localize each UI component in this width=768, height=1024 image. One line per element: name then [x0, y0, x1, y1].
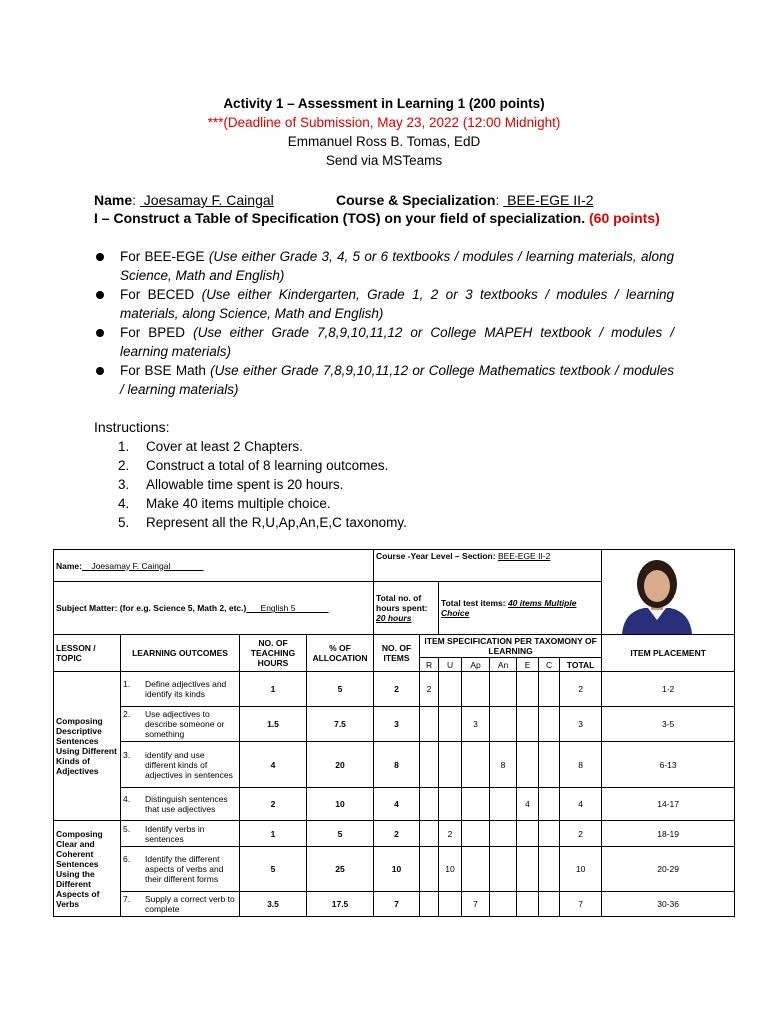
part-text: I – Construct a Table of Specification (TOS) on your field of specialization. — [94, 210, 586, 226]
table-row: 6. Identify the different aspects of verbs and their different forms 5 25 10 10 10 20-29 — [54, 847, 735, 892]
course-line: Course & Specialization: BEE-EGE II-2 — [336, 192, 594, 208]
outcomes-header: LEARNING OUTCOMES — [121, 635, 240, 672]
e-header: E — [517, 658, 539, 672]
instructions-list — [118, 437, 407, 532]
allocation-header: % OF ALLOCATION — [307, 635, 374, 672]
bullet-icon — [96, 367, 104, 375]
list-item: For BECED (Use either Kindergarten, Grade 1, 2 or 3 textbooks / modules / learning materials, along Science, Math and English) — [94, 285, 674, 323]
outcome-cell: 2. Use adjectives to describe someone or something — [121, 707, 240, 742]
course-label: Course & Specialization — [336, 192, 496, 208]
taxonomy-header: ITEM SPECIFICATION PER TAXOMONY OF LEARNING — [420, 635, 602, 658]
table-row: Composing Clear and Coherent Sentences Using the Different Aspects of Verbs 5. Identify verbs in sentences 1 5 2 2 2 18-19 — [54, 821, 735, 847]
topic-cell: Composing Descriptive Sentences Using Different Kinds of Adjectives — [54, 672, 121, 821]
outcome-cell: 5. Identify verbs in sentences — [121, 821, 240, 847]
topic-cell: Composing Clear and Coherent Sentences Using the Different Aspects of Verbs — [54, 821, 121, 917]
total-header: TOTAL — [560, 658, 602, 672]
outcome-cell: 3. identify and use different kinds of adjectives in sentences — [121, 742, 240, 788]
total-items-cell: Total test items: 40 items Multiple Choice — [439, 582, 602, 635]
list-item: 1. Cover at least 2 Chapters. — [118, 439, 303, 454]
part-heading — [94, 210, 660, 226]
bullet-icon — [96, 291, 104, 299]
tos-name-cell: Name: Joesamay F. Caingal — [54, 550, 374, 582]
student-name-line: Name: Joesamay F. Caingal — [94, 192, 274, 208]
table-row: 2. Use adjectives to describe someone or something 1.5 7.5 3 3 3 3-5 — [54, 707, 735, 742]
u-header: U — [439, 658, 462, 672]
name-label: Name — [94, 192, 133, 208]
list-item: For BPED (Use either Grade 7,8,9,10,11,12 or College MAPEH textbook / modules / learning materials) — [94, 323, 674, 361]
list-item: 4. Make 40 items multiple choice. — [118, 496, 331, 511]
table-row: 4. Distinguish sentences that use adjectives 2 10 4 4 4 14-17 — [54, 788, 735, 821]
instructor-name: Emmanuel Ross B. Tomas, EdD — [287, 134, 481, 149]
r-header: R — [420, 658, 439, 672]
table-row: Composing Descriptive Sentences Using Different Kinds of Adjectives 1. Define adjectives and identify its kinds 1 5 2 2 2 1-2 — [54, 672, 735, 707]
part-points: (60 points) — [589, 210, 660, 226]
list-item: For BSE Math (Use either Grade 7,8,9,10,11,12 or College Mathematics textbook / modules / learning materials) — [94, 361, 674, 399]
deadline-note: ***(Deadline of Submission, May 23, 2022 (12:00 Midnight) — [207, 115, 561, 130]
placement-header: ITEM PLACEMENT — [602, 635, 735, 672]
outcome-cell: 4. Distinguish sentences that use adjectives — [121, 788, 240, 821]
submission-method: Send via MSTeams — [325, 153, 443, 168]
ap-header: Ap — [462, 658, 490, 672]
bullet-icon — [96, 329, 104, 337]
list-item: 5. Represent all the R,U,Ap,An,E,C taxonomy. — [118, 515, 407, 530]
name-value: Joesamay F. Caingal — [139, 192, 274, 208]
hours-header: NO. OF TEACHING HOURS — [240, 635, 307, 672]
c-header: C — [539, 658, 560, 672]
tos-course-cell: Course -Year Level – Section: BEE-EGE II-2 — [374, 550, 602, 582]
items-header: NO. OF ITEMS — [374, 635, 420, 672]
total-hours-cell: Total no. of hours spent: 20 hours — [374, 582, 439, 635]
list-item: For BEE-EGE (Use either Grade 3, 4, 5 or 6 textbooks / modules / learning materials, along Science, Math and English) — [94, 247, 674, 285]
table-row: 7. Supply a correct verb to complete 3.5 17.5 7 7 7 30-36 — [54, 892, 735, 917]
outcome-cell: 7. Supply a correct verb to complete — [121, 892, 240, 917]
list-item: 3. Allowable time spent is 20 hours. — [118, 477, 344, 492]
student-photo-icon — [614, 554, 700, 634]
table-row: 3. identify and use different kinds of adjectives in sentences 4 20 8 8 8 6-13 — [54, 742, 735, 788]
student-photo — [602, 550, 735, 635]
bullet-icon — [96, 253, 104, 261]
lesson-header: LESSON / TOPIC — [54, 635, 121, 672]
instructions-heading: Instructions: — [94, 419, 170, 435]
list-item: 2. Construct a total of 8 learning outcomes. — [118, 458, 389, 473]
an-header: An — [490, 658, 517, 672]
tos-table — [53, 549, 735, 917]
activity-title: Activity 1 – Assessment in Learning 1 (200 points) — [223, 96, 545, 111]
outcome-cell: 6. Identify the different aspects of verbs and their different forms — [121, 847, 240, 892]
specialization-list — [94, 247, 674, 399]
course-value: BEE-EGE II-2 — [503, 192, 594, 208]
outcome-cell: 1. Define adjectives and identify its kinds — [121, 672, 240, 707]
subject-matter-cell: Subject Matter: (for e.g. Science 5, Math 2, etc.) English 5 — [54, 582, 374, 635]
